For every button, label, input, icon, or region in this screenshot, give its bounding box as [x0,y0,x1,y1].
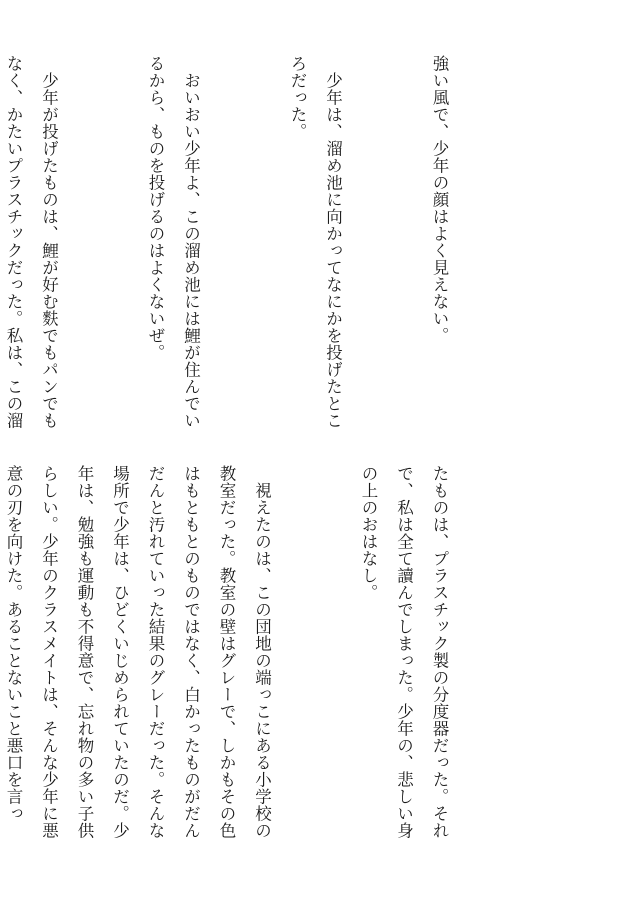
paragraph-carp-warning: おいおい少年よ、この溜め池には鯉が住んでいるから、ものを投げるのはよくないぜ。 [146,55,201,429]
upper-text-block [4,55,528,435]
paragraph-protractor: たものは、プラスチック製の分度器だった。それで、私は全て讀んでしまった。少年の、悲しい身の上のおはなし。 [359,465,449,839]
lower-text-block [4,465,528,855]
paragraph-plastic-object: 少年が投げたものは、鯉が好む麩でもパンでもなく、かたいプラスチックだった。私は、この溜 [4,55,59,429]
paragraph-classroom-vision: 視えたのは、この団地の端っこにある小学校の教室だった。教室の壁はグレーで、しかもその色はもともとのものではなく、白かったものがだんだんと汚れていった結果のグレーだった。そんな場所で少年は、ひどくいじめられていたのだ。少年は、勉強も運動も不得意で、忘れ物の多い子供らしい。少年のクラスメイトは、そんな少年に悪意の刃を向けた。あることないこと悪口を言っ [4,465,272,839]
paragraph-boy-threw: 少年は、溜め池に向かってなにかを投げたところだった。 [288,55,343,429]
paragraph-strong-wind: 強い風で、少年の顔はよく見えない。 [430,55,449,344]
